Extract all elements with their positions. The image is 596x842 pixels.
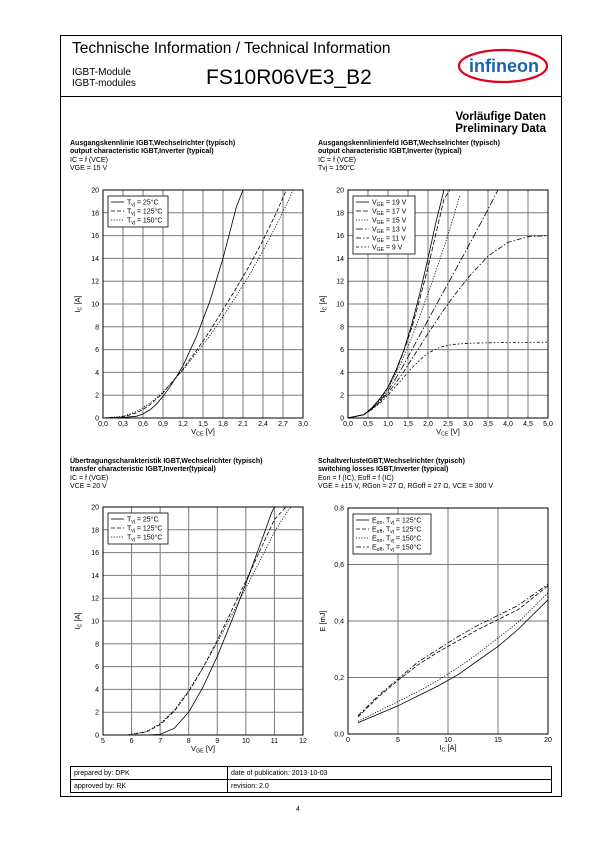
legend-label: $E_{on}$, $T_{vj} = 125^\circ C$ <box>372 517 422 526</box>
chart2-condition1: IC = f (VCE) <box>318 156 356 164</box>
y-axis-label: $I_C$ [A] <box>73 612 84 630</box>
x-tick-label: 5 <box>396 737 400 744</box>
chart3-condition1: IC = f (VGE) <box>70 474 109 482</box>
legend-label: $T_{vj} = 125^\circ C$ <box>127 525 163 534</box>
legend <box>353 196 415 254</box>
y-tick-label: 6 <box>95 664 99 672</box>
x-tick-label: 1,2 <box>178 421 188 428</box>
legend <box>108 513 168 544</box>
y-tick-label: 2 <box>340 392 344 400</box>
y-tick-label: 2 <box>95 392 99 400</box>
chart1-title-de: Ausgangskennlinie IGBT,Wechselrichter (typisch) <box>70 140 236 147</box>
chart3-title-de: Übertragungscharakteristik IGBT,Wechselrichter (typisch) <box>70 458 263 465</box>
x-tick-label: 1,5 <box>403 421 413 428</box>
chart4-title-de: SchaltverlusteIGBT,Wechselrichter (typisch) <box>318 458 465 465</box>
y-tick-label: 0 <box>340 415 344 423</box>
chart1-condition2: VGE = 15 V <box>70 165 108 173</box>
y-tick-label: 0,2 <box>334 675 344 682</box>
y-tick-label: 0,4 <box>334 618 344 626</box>
module-type-de: IGBT-Module <box>72 67 131 78</box>
legend-label: $V_{GE} = 11$ V <box>372 235 406 244</box>
y-tick-label: 10 <box>91 301 99 309</box>
x-axis-label: $V_{GE}$ [V] <box>190 744 216 755</box>
x-tick-label: 8 <box>186 738 191 745</box>
y-tick-label: 14 <box>91 572 99 580</box>
x-axis-label: $I_C$ [A] <box>439 743 457 754</box>
chart3-title-en: transfer characteristic IGBT,Inverter(typical) <box>70 466 216 474</box>
chart4-condition2: VGE = ±15 V, RGon = 27 Ω, RGoff = 27 Ω, VCE = 300 V <box>318 483 494 491</box>
legend-label: $T_{vj} = 150^\circ C$ <box>127 217 163 226</box>
legend-label: $V_{GE} = 19$ V <box>372 199 407 208</box>
y-tick-label: 4 <box>95 686 99 694</box>
x-tick-label: 3,0 <box>298 421 308 428</box>
footer-table <box>70 766 552 793</box>
y-tick-label: 10 <box>91 618 99 626</box>
x-tick-label: 1,0 <box>383 421 393 428</box>
publication-date: date of publication: 2013-10-03 <box>228 767 552 780</box>
legend-label: $T_{vj} = 25^\circ C$ <box>127 516 159 525</box>
approved-by: approved by: RK <box>71 780 228 793</box>
x-tick-label: 1,5 <box>198 421 208 428</box>
legend-label: $E_{on}$, $T_{vj} = 150^\circ C$ <box>372 535 422 544</box>
chart2-title-en: output characteristic IGBT,Inverter (typical) <box>318 148 462 156</box>
prepared-by: prepared by: DPK <box>71 767 228 780</box>
y-tick-label: 18 <box>91 527 99 535</box>
y-tick-label: 8 <box>95 641 99 649</box>
document-title: Technische Information / Technical Information <box>72 40 391 57</box>
chart2-title-de: Ausgangskennlinienfeld IGBT,Wechselrichter (typisch) <box>318 140 500 147</box>
y-tick-label: 2 <box>95 709 99 717</box>
y-axis-label: $I_C$ [A] <box>318 295 329 313</box>
y-tick-label: 0 <box>95 732 99 740</box>
legend-label: $V_{GE} = 9$ V <box>372 244 403 253</box>
legend-label: $T_{vj} = 125^\circ C$ <box>127 208 163 217</box>
legend-label: $E_{off}$, $T_{vj} = 150^\circ C$ <box>372 544 422 553</box>
series-line <box>358 600 548 723</box>
x-tick-label: 1,8 <box>218 421 228 428</box>
y-tick-label: 14 <box>336 255 344 263</box>
x-tick-label: 15 <box>494 737 502 744</box>
x-tick-label: 10 <box>241 738 250 745</box>
x-tick-label: 5 <box>101 738 105 745</box>
chart4-condition1: Eon = f (IC), Eoff = f (IC) <box>318 474 394 482</box>
module-type-en: IGBT-modules <box>72 78 136 89</box>
y-tick-label: 14 <box>91 255 99 263</box>
y-tick-label: 8 <box>340 324 344 332</box>
chart3-condition2: VCE = 20 V <box>70 483 107 491</box>
x-tick-label: 2,0 <box>423 421 433 428</box>
y-axis-label: $I_C$ [A] <box>73 295 84 313</box>
series-line <box>358 584 548 715</box>
x-tick-label: 10 <box>444 737 452 744</box>
y-tick-label: 12 <box>336 278 344 286</box>
y-tick-label: 0,8 <box>334 505 344 513</box>
x-tick-label: 6 <box>129 738 134 745</box>
chart4-title-en: switching losses IGBT,Inverter (typical) <box>318 466 449 474</box>
x-tick-label: 4,5 <box>523 421 533 428</box>
x-tick-label: 2,5 <box>443 421 453 428</box>
y-tick-label: 16 <box>91 233 99 241</box>
prelim-en: Preliminary Data <box>455 123 546 135</box>
y-tick-label: 8 <box>95 324 99 332</box>
chart-1 <box>73 188 308 438</box>
chart1-condition1: IC = f (VCE) <box>70 156 108 164</box>
x-tick-label: 0,3 <box>118 421 128 428</box>
y-tick-label: 20 <box>336 187 344 195</box>
x-tick-label: 0,5 <box>363 421 373 428</box>
y-tick-label: 0 <box>95 415 99 423</box>
chart2-condition2: Tvj = 150°C <box>318 165 355 173</box>
y-tick-label: 6 <box>95 347 99 355</box>
y-tick-label: 4 <box>340 369 344 377</box>
chart1-title-en: output characteristic IGBT,Inverter (typical) <box>70 148 214 156</box>
y-tick-label: 18 <box>91 210 99 218</box>
x-tick-label: 3,0 <box>463 421 473 428</box>
x-tick-label: 20 <box>544 737 552 744</box>
prelim-de: Vorläufige Daten <box>455 111 546 123</box>
x-tick-label: 7 <box>158 738 163 745</box>
y-tick-label: 18 <box>336 210 344 218</box>
legend-label: $T_{vj} = 25^\circ C$ <box>127 199 159 208</box>
y-tick-label: 10 <box>336 301 344 309</box>
legend-label: $V_{GE} = 13$ V <box>372 226 407 235</box>
legend <box>108 196 168 227</box>
y-tick-label: 12 <box>91 595 99 603</box>
y-tick-label: 16 <box>336 233 344 241</box>
legend-label: $V_{GE} = 17$ V <box>372 208 407 217</box>
y-tick-label: 4 <box>95 369 99 377</box>
y-axis-label: E [mJ] <box>318 610 327 632</box>
chart-2 <box>318 188 553 438</box>
x-tick-label: 2,1 <box>238 421 248 428</box>
logo-text: infineon <box>469 56 539 76</box>
x-tick-label: 0,6 <box>138 421 148 428</box>
x-tick-label: 12 <box>299 738 307 745</box>
x-tick-label: 9 <box>215 738 220 745</box>
x-tick-label: 3,5 <box>483 421 493 428</box>
x-tick-label: 0 <box>346 737 350 744</box>
series-line <box>358 586 548 717</box>
legend <box>353 514 431 554</box>
y-tick-label: 20 <box>91 504 99 512</box>
x-tick-label: 2,4 <box>258 421 268 428</box>
legend-label: $V_{GE} = 15$ V <box>372 217 407 226</box>
chart-4 <box>318 506 552 754</box>
legend-label: $E_{off}$, $T_{vj} = 125^\circ C$ <box>372 526 422 535</box>
y-tick-label: 0,0 <box>334 731 344 739</box>
revision: revision: 2.0 <box>228 780 552 793</box>
x-axis-label: $V_{CE}$ [V] <box>191 427 215 438</box>
x-tick-label: 11 <box>270 738 279 745</box>
page-number: 4 <box>296 806 300 813</box>
y-tick-label: 16 <box>91 550 99 558</box>
series-line <box>358 593 548 722</box>
y-tick-label: 20 <box>91 187 99 195</box>
x-tick-label: 4,0 <box>503 421 513 428</box>
y-tick-label: 0,6 <box>334 562 344 569</box>
x-tick-label: 2,7 <box>278 421 288 428</box>
y-tick-label: 6 <box>340 347 344 355</box>
x-tick-label: 0,0 <box>343 421 353 428</box>
x-axis-label: $V_{CE}$ [V] <box>436 427 460 438</box>
y-tick-label: 12 <box>91 278 99 286</box>
legend-label: $T_{vj} = 150^\circ C$ <box>127 534 163 543</box>
x-tick-label: 0,9 <box>158 421 168 428</box>
part-number: FS10R06VE3_B2 <box>206 66 372 89</box>
chart-3 <box>73 505 307 755</box>
x-tick-label: 5,0 <box>543 421 553 428</box>
x-tick-label: 0,0 <box>98 421 108 428</box>
